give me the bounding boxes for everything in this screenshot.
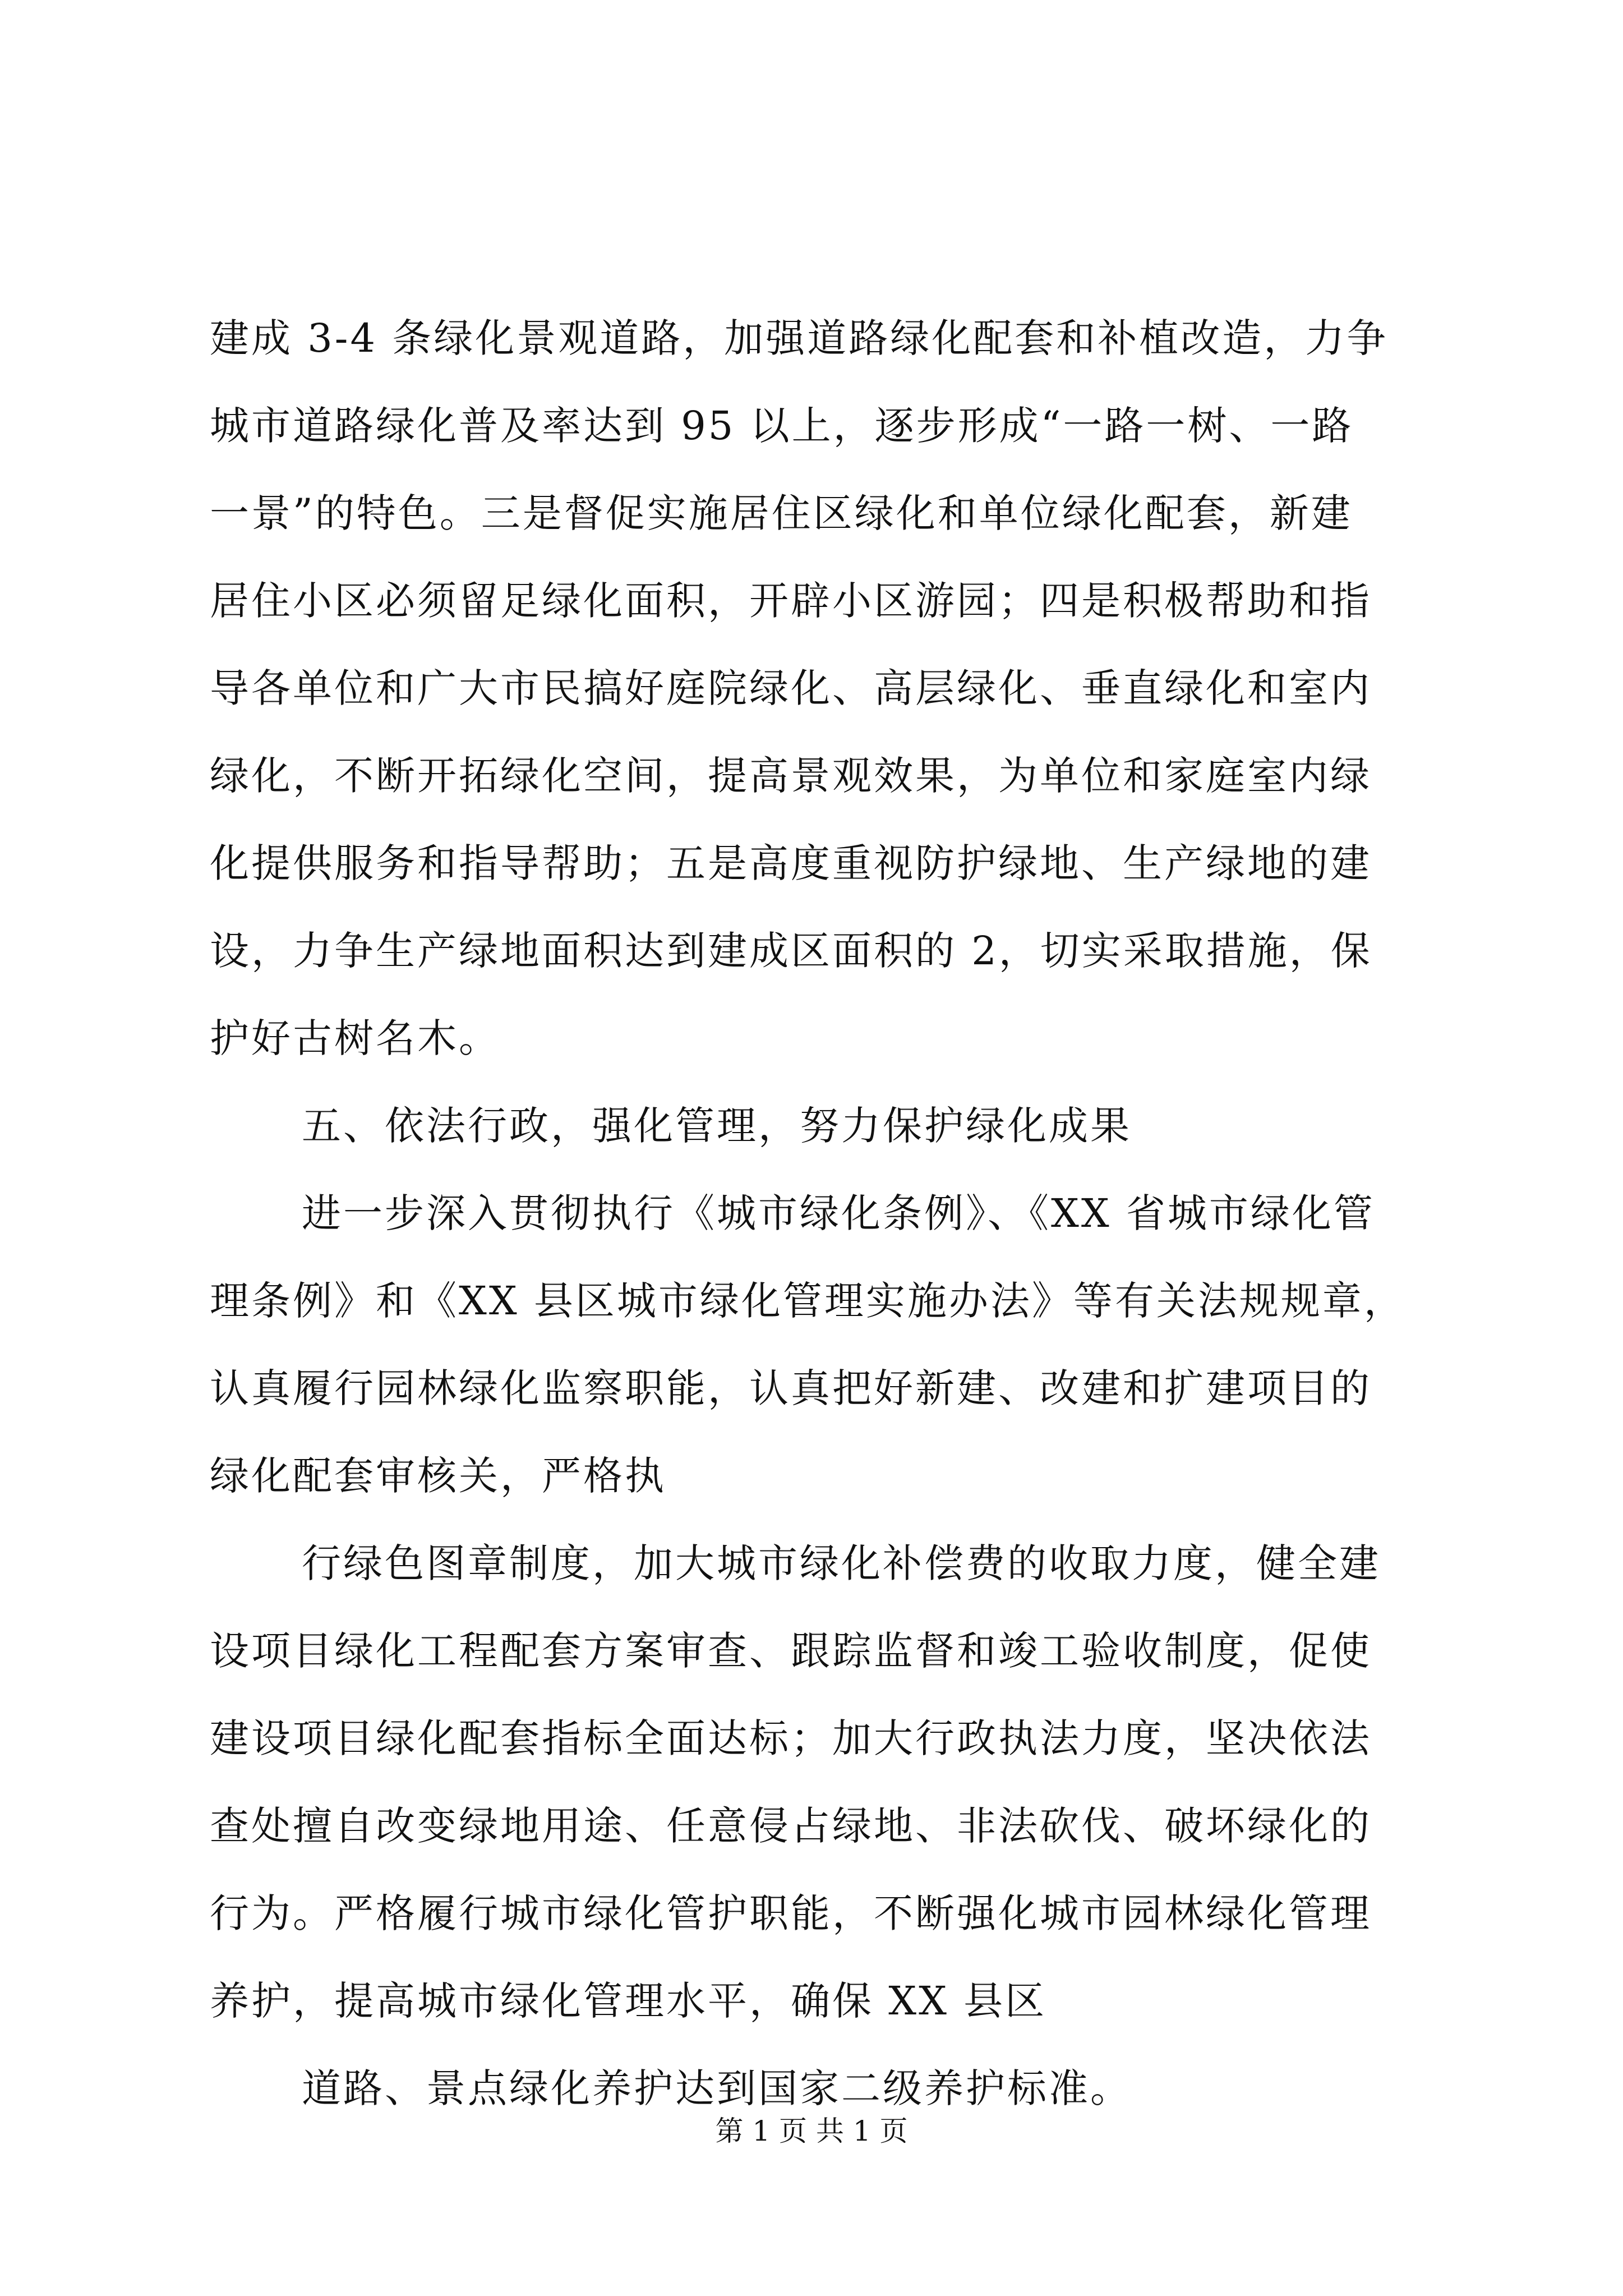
body-line: 护好古树名木。 [210,1015,500,1061]
body-line: 设项目绿化工程配套方案审查、跟踪监督和竣工验收制度，促使 [210,1628,1372,1674]
body-line: 理条例》和《XX 县区城市绿化管理实施办法》等有关法规规章， [210,1278,1405,1324]
body-line: 查处擅自改变绿地用途、任意侵占绿地、非法砍伐、破坏绿化的 [210,1803,1372,1849]
body-line: 建设项目绿化配套指标全面达标；加大行政执法力度，坚决依法 [210,1715,1372,1761]
body-line: 行绿色图章制度，加大城市绿化补偿费的收取力度，健全建 [302,1540,1381,1586]
body-line: 居住小区必须留足绿化面积，开辟小区游园；四是积极帮助和指 [210,578,1372,624]
body-line: 设，力争生产绿地面积达到建成区面积的 2，切实采取措施，保 [210,928,1372,974]
body-line: 绿化配套审核关，严格执 [210,1453,666,1499]
body-line: 城市道路绿化普及率达到 95 以上，逐步形成“一路一树、一路 [210,403,1354,449]
body-line: 建成 3-4 条绿化景观道路，加强道路绿化配套和补植改造，力争 [210,315,1389,361]
body-line: 进一步深入贯彻执行《城市绿化条例》、《XX 省城市绿化管 [302,1190,1375,1236]
body-line: 养护，提高城市绿化管理水平，确保 XX 县区 [210,1978,1047,2024]
body-line: 道路、景点绿化养护达到国家二级养护标准。 [302,2065,1132,2111]
body-line: 化提供服务和指导帮助；五是高度重视防护绿地、生产绿地的建 [210,840,1372,886]
body-line: 认真履行园林绿化监察职能，认真把好新建、改建和扩建项目的 [210,1365,1372,1411]
body-line: 绿化，不断开拓绿化空间，提高景观效果，为单位和家庭室内绿 [210,753,1372,799]
body-line: 行为。严格履行城市绿化管护职能，不断强化城市园林绿化管理 [210,1890,1372,1936]
section-heading: 五、依法行政，强化管理，努力保护绿化成果 [302,1103,1132,1149]
page-footer: 第 1 页 共 1 页 [715,2115,908,2147]
body-line: 导各单位和广大市民搞好庭院绿化、高层绿化、垂直绿化和室内 [210,665,1372,711]
body-line: 一景”的特色。三是督促实施居住区绿化和单位绿化配套，新建 [210,490,1353,536]
